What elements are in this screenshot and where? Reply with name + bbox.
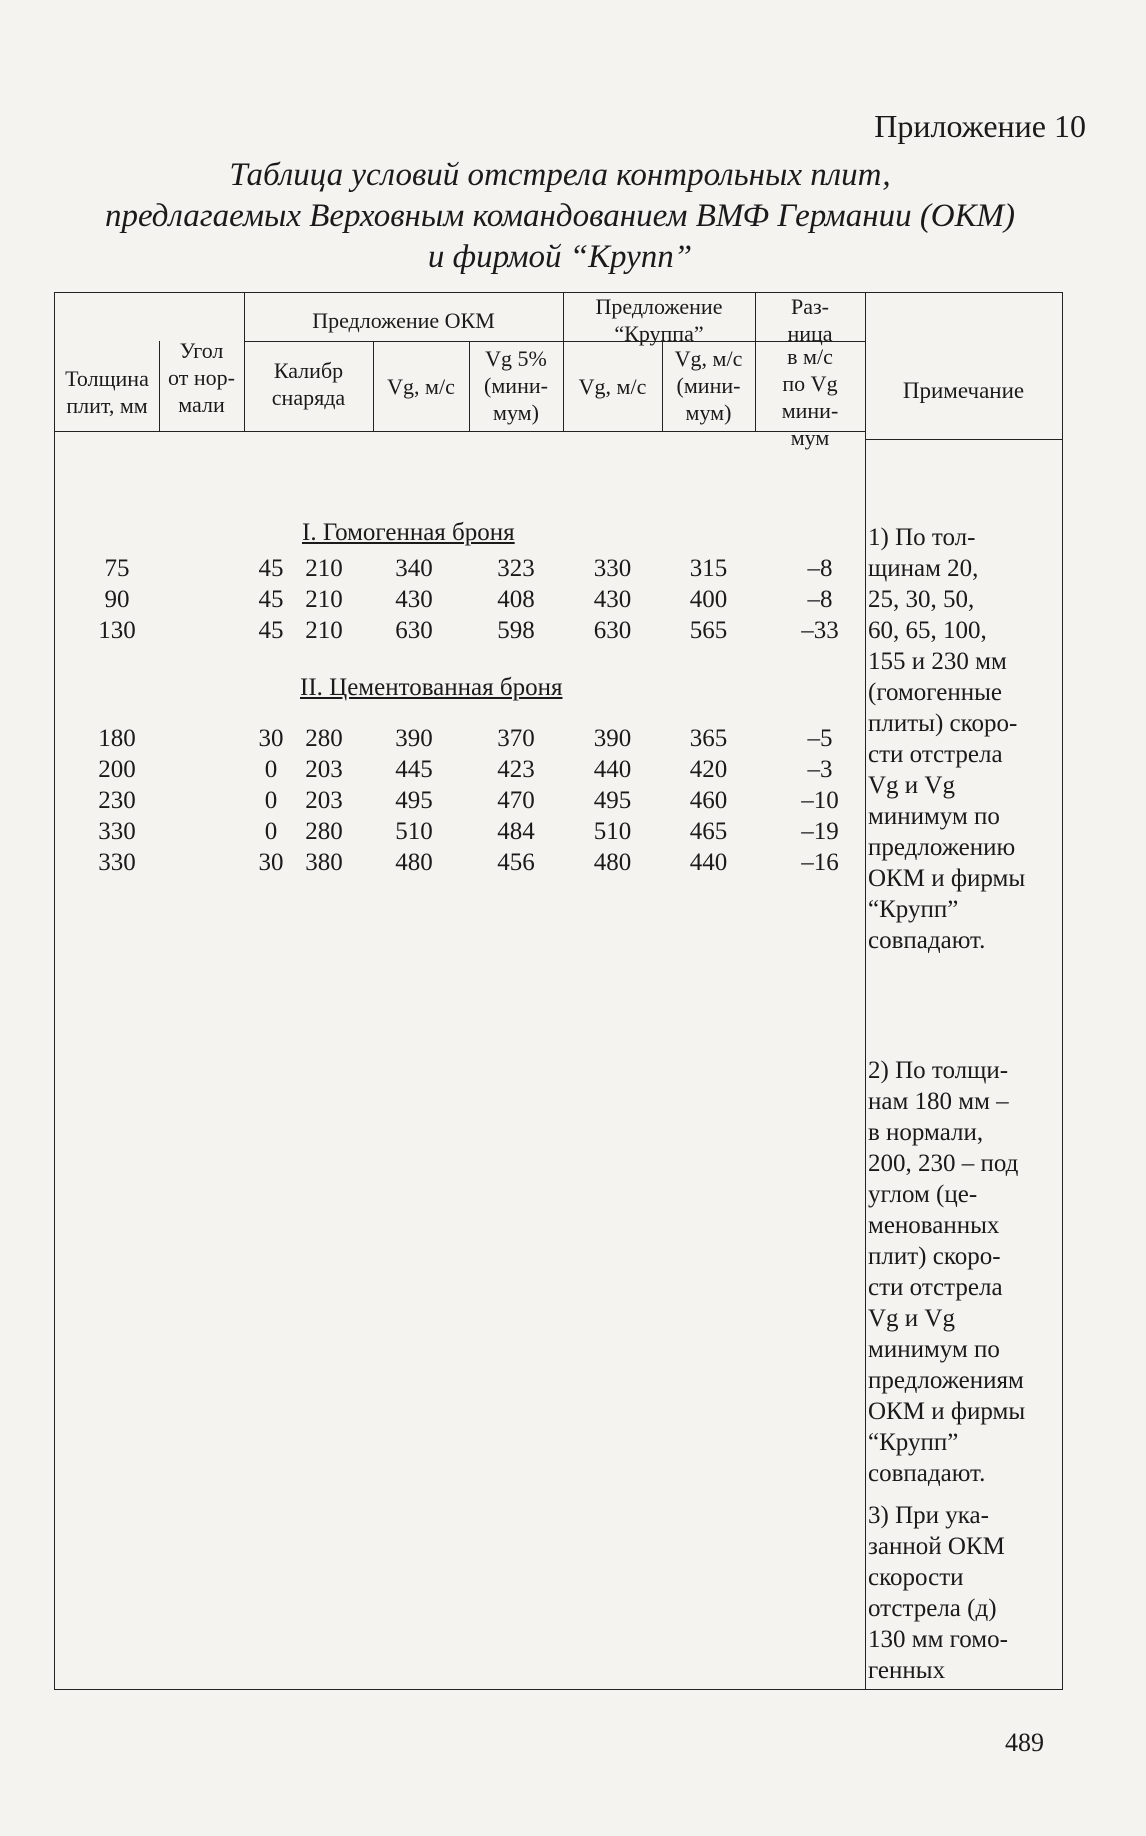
- page-number: 489: [1005, 1728, 1044, 1757]
- col-vg: 390 445 495 510 480: [395, 725, 433, 876]
- appendix-label: Приложение 10: [874, 108, 1086, 144]
- grid-line: [865, 439, 1062, 440]
- col-diff: –8 –8 –33: [801, 555, 839, 644]
- col-angle: 30 0 0 0 30: [258, 725, 284, 876]
- col-vg: 340 430 630: [395, 555, 433, 644]
- section-cemented-title: II. Цементованная броня: [300, 674, 563, 701]
- note-3: 3) При ука- занной ОКМ скорости отстрела (д) 130 мм гомо- генных: [868, 1502, 1008, 1684]
- header-diff-group: Раз- ница: [787, 294, 833, 346]
- col-krupp-vgmin: 315 400 565: [689, 555, 728, 644]
- title-line: предлагаемых Верховным командованием ВМФ Германии (ОКМ): [104, 198, 1016, 234]
- header-diff-sub: в м/с по Vg мини- мум: [781, 344, 839, 450]
- header-vg5: Vg 5% (мини- мум): [484, 346, 548, 425]
- header-notes: Примечание: [902, 378, 1025, 403]
- header-vg: Vg, м/с: [387, 374, 455, 399]
- col-caliber: 280 203 203 280 380: [305, 725, 343, 876]
- col-thickness: 180 200 230 330 330: [98, 725, 136, 876]
- col-vg5: 370 423 470 484 456: [497, 725, 535, 876]
- page-title: [60, 155, 1060, 278]
- col-krupp-vg: 390 440 495 510 480: [593, 725, 632, 876]
- header-caliber: Калибр снаряда: [271, 358, 346, 410]
- title-line: Таблица условий отстрела контрольных плит,: [229, 157, 891, 193]
- note-1: 1) По тол- щинам 20, 25, 30, 50, 60, 65, 100, 155 и 230 мм (гомогенные плиты) скоро- сти отстрела Vg и Vg минимум по предложению ОКМ и фирмы “Крупп” совпадают.: [868, 524, 1026, 954]
- header-krupp-vgmin: Vg, м/с (мини- мум): [674, 346, 743, 425]
- grid-line: [55, 431, 865, 432]
- header-angle: Угол от нор- мали: [168, 338, 235, 417]
- col-vg5: 323 408 598: [497, 555, 535, 644]
- col-angle: 45 45 45: [258, 555, 284, 644]
- col-thickness: 75 90 130: [98, 555, 136, 644]
- header-okm-group: Предложение ОКМ: [312, 308, 495, 333]
- section-homogeneous-title: I. Гомогенная броня: [302, 519, 515, 546]
- col-caliber: 210 210 210: [305, 555, 343, 644]
- grid-line: [865, 293, 866, 1689]
- note-2: 2) По толщи- нам 180 мм – в нормали, 200, 230 – под углом (це- менованных плит) скоро- сти отстрела Vg и Vg минимум по предложениям ОКМ и фирмы “Крупп” совпадают.: [868, 1057, 1026, 1487]
- header-thickness: Толщина плит, мм: [65, 366, 149, 418]
- col-diff: –5 –3 –10 –19 –16: [801, 725, 839, 876]
- header-krupp-group: Предложение “Круппа”: [595, 294, 723, 346]
- col-krupp-vg: 330 430 630: [593, 555, 632, 644]
- title-line: и фирмой “Крупп”: [427, 239, 693, 275]
- col-krupp-vgmin: 365 420 460 465 440: [689, 725, 728, 876]
- header-krupp-vg: Vg, м/с: [578, 374, 647, 399]
